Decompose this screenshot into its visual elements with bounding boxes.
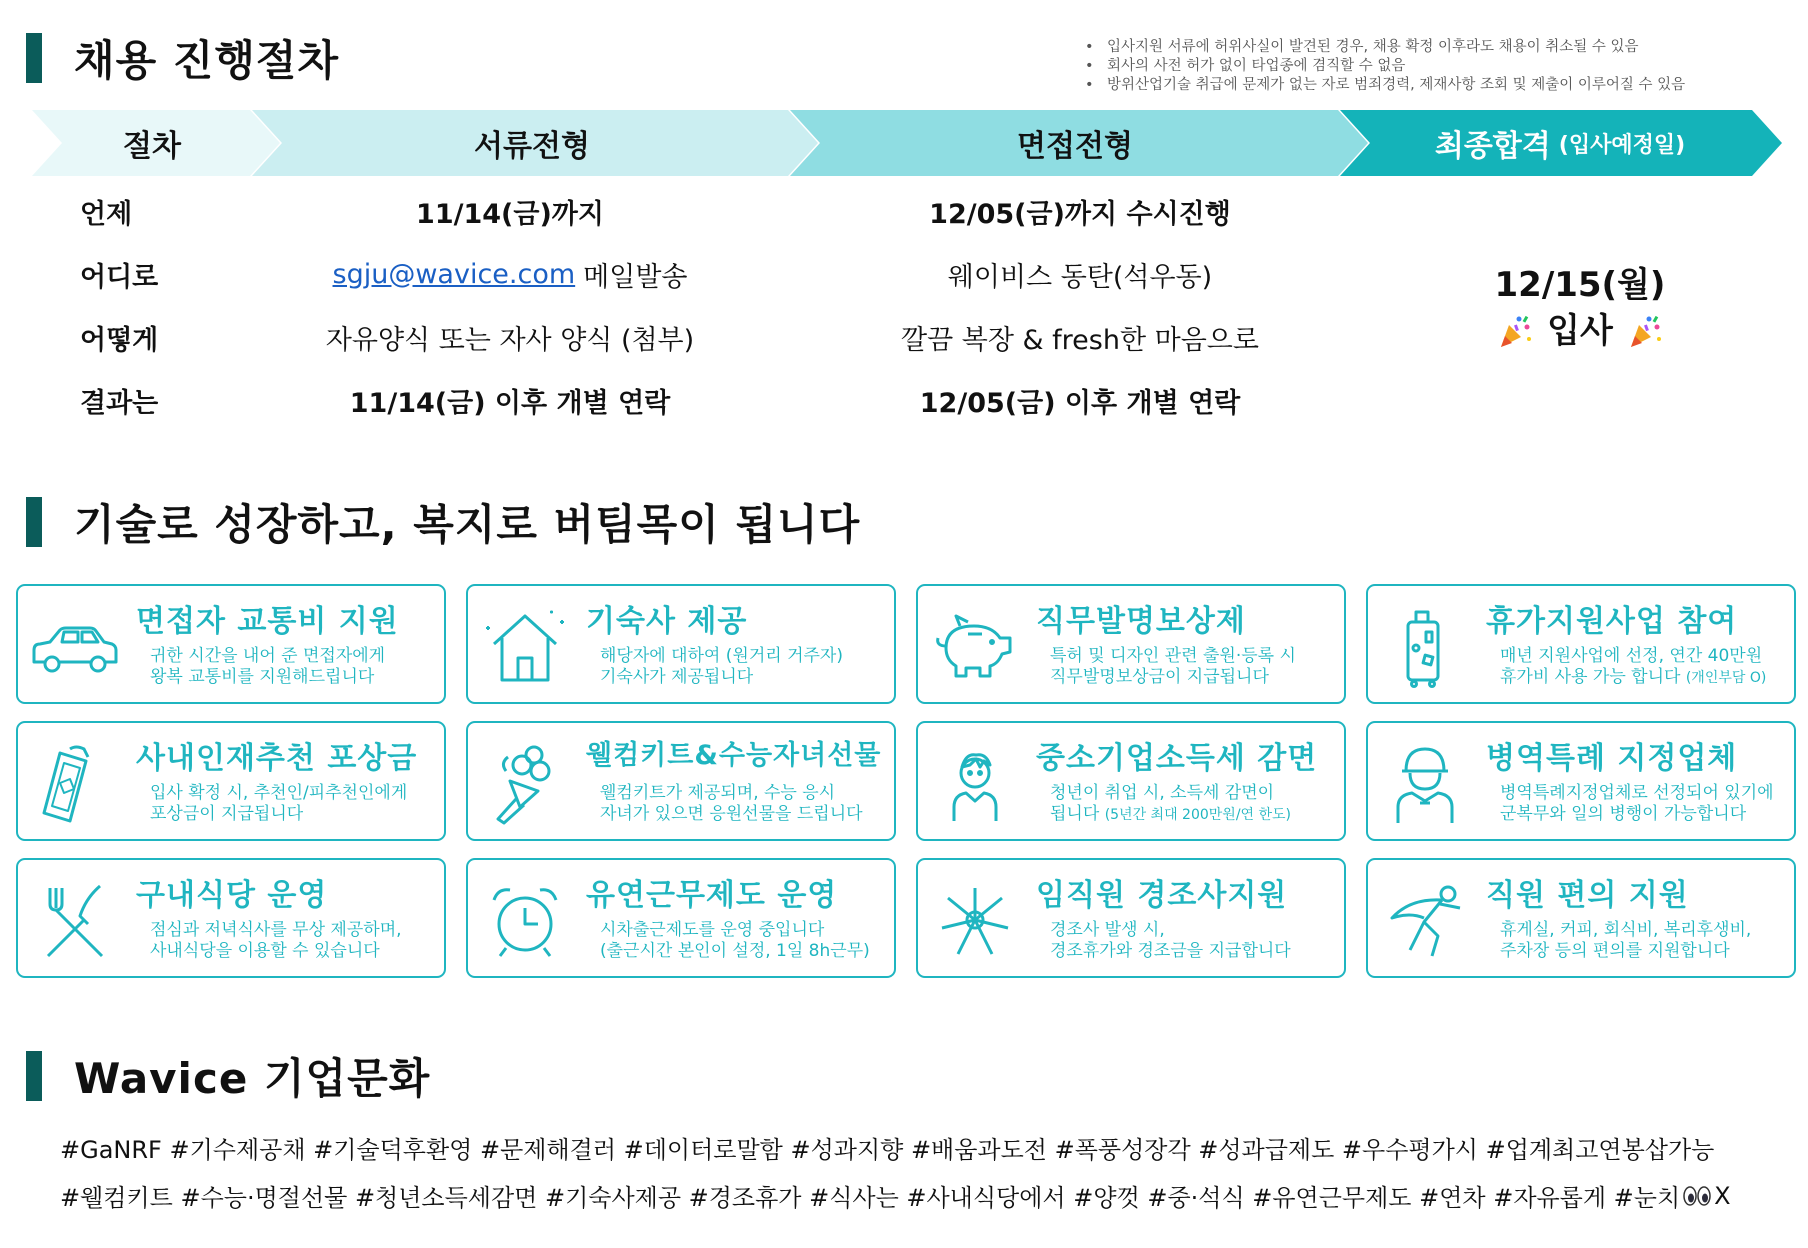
superhero-icon [1380,878,1470,962]
benefit-desc-small: (5년간 최대 200만원/연 한도) [1104,807,1292,823]
benefit-card [1366,858,1796,978]
benefit-title: 웰컴키트&수능자녀선물 [586,740,882,771]
note-item: • 회사의 사전 허가 없이 타업종에 겸직할 수 없음 [1085,57,1805,76]
doc-deadline: 11/14(금)까지 [416,198,604,230]
benefit-desc-line: 특허 및 디자인 관련 출원·등록 시 [1050,646,1296,666]
alarm-clock-icon [480,878,570,962]
row-result [0,375,1808,425]
step-label-document: 서류전형 [474,129,590,164]
benefit-desc [1500,783,1774,825]
benefit-desc-line: 입사 확정 시, 추천인/피추천인에게 [150,783,408,803]
benefit-card [916,858,1346,978]
benefit-desc [1050,646,1296,688]
title-bar [26,33,42,83]
benefit-desc-line: 경조휴가와 경조금을 지급합니다 [1050,941,1291,961]
final-join-box [1460,262,1700,354]
culture-tags-line [60,1178,1731,1213]
benefit-title: 직무발명보상제 [1036,604,1246,639]
benefit-desc-line: 청년이 취업 시, 소득세 감면이 [1050,783,1275,803]
row-label: 어떻게 [80,324,159,356]
email-link[interactable]: sgju@wavice.com [332,258,576,290]
row-label: 언제 [80,198,133,230]
car-icon [30,604,120,688]
benefit-desc-line: 시차출근제도를 운영 중입니다 [600,920,825,940]
section-title-recruitment [26,32,339,84]
person-icon [930,741,1020,825]
benefit-desc [150,783,407,825]
benefit-desc [1500,646,1766,689]
benefit-desc-line: 기숙사가 제공됩니다 [600,667,754,687]
benefit-desc-line: 매년 지원사업에 선정, 연간 40만원 [1500,646,1763,666]
benefit-desc-line: 경조사 발생 시, [1050,920,1165,940]
benefit-desc-line: 직무발명보상금이 지급됩니다 [1050,667,1269,687]
benefit-desc [1500,920,1751,962]
benefit-title: 면접자 교통비 지원 [136,604,399,639]
step-label-final [1370,110,1750,176]
benefit-desc-line: 포상금이 지급됩니다 [150,804,304,824]
benefit-title: 사내인재추천 포상금 [136,741,418,776]
benefit-title: 중소기업소득세 감면 [1036,741,1318,776]
doc-result: 11/14(금) 이후 개별 연락 [349,387,671,419]
doc-format: 자유양식 또는 자사 양식 (첨부) [325,324,695,356]
title-bar [26,497,42,547]
benefit-card [1366,584,1796,704]
benefit-desc-small: (개인부담 O) [1685,670,1767,686]
benefit-desc [600,646,843,688]
house-icon [480,604,570,688]
benefit-desc [1050,920,1291,962]
benefit-card [466,721,896,841]
benefit-desc-line: 점심과 저녁식사를 무상 제공하며, [150,920,402,940]
section-title-benefits [26,496,860,548]
step-final-sub: (입사예정일) [1558,132,1686,158]
benefit-card [1366,721,1796,841]
section-title-text: 기술로 성장하고, 복지로 버팀목이 됩니다 [74,500,861,549]
note-item: • 입사지원 서류에 허위사실이 발견된 경우, 채용 확정 이후라도 채용이 취소될 수 있음 [1085,38,1805,57]
row-label: 어디로 [80,261,159,293]
benefit-desc-line [1500,667,1766,689]
benefit-card [16,858,446,978]
benefit-title: 직원 편의 지원 [1486,878,1689,913]
piggy-bank-icon [930,604,1020,688]
eyes-icon [1682,1185,1712,1207]
benefit-desc-line: 군복무와 일의 병행이 가능합니다 [1500,804,1747,824]
culture-tags-end: X [1714,1181,1731,1210]
section-title-text: 채용 진행절차 [74,36,340,85]
benefit-desc [150,920,402,962]
interview-place: 웨이비스 동탄(석우동) [947,261,1213,293]
section-title-text: Wavice 기업문화 [74,1054,431,1103]
benefit-desc-line: 휴게실, 커피, 회식비, 복리후생비, [1500,920,1752,940]
benefit-desc-line: 귀한 시간을 내어 준 면접자에게 [150,646,386,666]
benefit-desc-line: 사내식당을 이용할 수 있습니다 [150,941,380,961]
benefit-desc-line: 병역특례지정업체로 선정되어 있기에 [1500,783,1774,803]
process-chevrons [0,110,1808,176]
benefit-title: 임직원 경조사지원 [1036,878,1288,913]
benefit-card [916,584,1346,704]
benefit-title: 구내식당 운영 [136,878,328,913]
doc-where [260,249,760,299]
email-suffix: 메일발송 [583,261,688,293]
row-when [0,186,1808,236]
join-line [1460,308,1700,354]
interview-result: 12/05(금) 이후 개별 연락 [919,387,1241,419]
step-final-title: 최종합격 [1434,129,1551,164]
benefit-desc-text: 됩니다 [1050,804,1100,824]
benefit-desc-text: 휴가비 사용 가능 합니다 [1500,667,1681,687]
benefit-card [16,584,446,704]
join-text: 입사 [1547,311,1613,351]
party-popper-icon [1627,313,1663,349]
culture-tags-line: #GaNRF #기수제공채 #기술덕후환영 #문제해결러 #데이터로말함 #성과지향 #배움과도전 #폭풍성장각 #성과급제도 #우수평가시 #업계최고연봉삽가능 [60,1136,1715,1164]
row-label: 결과는 [80,387,159,419]
benefit-card [466,858,896,978]
fork-knife-icon [30,878,120,962]
benefit-title: 기숙사 제공 [586,604,748,639]
step-label-interview: 면접전형 [1017,129,1133,164]
benefit-desc-line: (출근시간 본인이 설정, 1일 8h근무) [600,941,870,961]
benefit-desc [150,646,385,688]
interview-deadline: 12/05(금)까지 수시진행 [929,198,1231,230]
benefit-desc-line: 주차장 등의 편의를 지원합니다 [1500,941,1730,961]
benefit-card [466,584,896,704]
benefit-desc [600,920,870,962]
benefit-desc-line: 해당자에 대하여 (원거리 거주자) [600,646,843,666]
benefit-card [16,721,446,841]
join-date: 12/15(월) [1494,265,1666,305]
benefit-title: 유연근무제도 운영 [586,878,838,913]
benefit-desc-line: 웰컴키트가 제공되며, 수능 응시 [600,783,836,803]
benefit-card [916,721,1346,841]
benefit-desc [600,783,863,825]
benefit-desc [1050,783,1291,826]
notes-list [1085,38,1805,95]
money-icon [30,741,120,825]
benefit-desc-line [1050,804,1291,826]
interview-dress: 깔끔 복장 & fresh한 마음으로 [901,324,1259,356]
culture-tags-text: #웰컴키트 #수능·명절선물 #청년소득세감면 #기숙사제공 #경조휴가 #식사는 #사내식당에서 #양껏 #중·석식 #유연근무제도 #연차 #자유롭게 #눈치 [60,1184,1681,1212]
step-label-procedure: 절차 [123,129,181,164]
bouquet-icon [480,741,570,825]
benefit-title: 병역특례 지정업체 [1486,741,1738,776]
benefit-title: 휴가지원사업 참여 [1486,604,1738,639]
benefit-desc-line: 왕복 교통비를 지원해드립니다 [150,667,375,687]
hands-icon [930,878,1020,962]
soldier-icon [1380,741,1470,825]
note-item: • 방위산업기술 취급에 문제가 없는 자로 범죄경력, 제재사항 조회 및 제출이 이루어질 수 있음 [1085,76,1805,95]
party-popper-icon [1497,313,1533,349]
benefit-desc-line: 자녀가 있으면 응원선물을 드립니다 [600,804,863,824]
section-title-culture [26,1050,430,1102]
title-bar [26,1051,42,1101]
suitcase-icon [1380,604,1470,688]
